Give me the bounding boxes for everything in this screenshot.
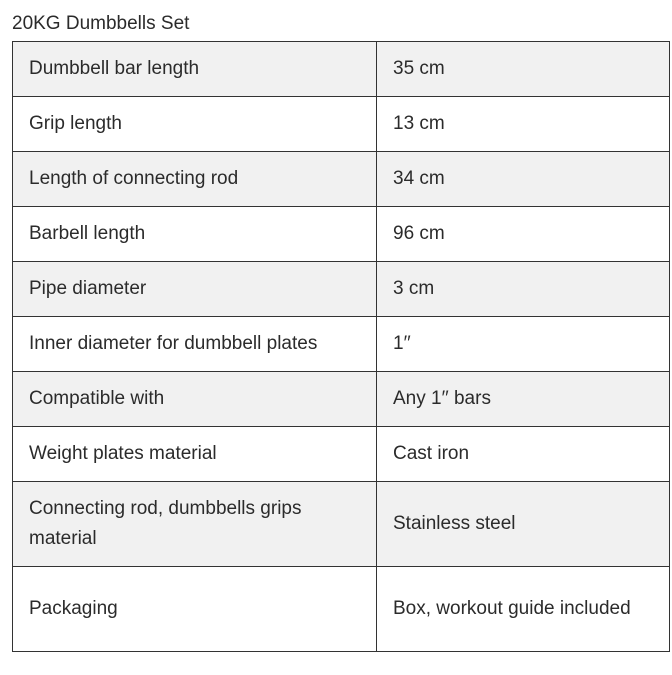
spec-label: Length of connecting rod bbox=[13, 152, 377, 207]
table-row bbox=[13, 97, 670, 152]
specifications-table bbox=[12, 41, 670, 652]
spec-label: Dumbbell bar length bbox=[13, 42, 377, 97]
spec-label: Weight plates material bbox=[13, 427, 377, 482]
spec-value: Cast iron bbox=[377, 427, 670, 482]
spec-value: 35 cm bbox=[377, 42, 670, 97]
table-row bbox=[13, 207, 670, 262]
spec-label: Barbell length bbox=[13, 207, 377, 262]
spec-value: 1′′ bbox=[377, 317, 670, 372]
table-row bbox=[13, 317, 670, 372]
spec-label: Grip length bbox=[13, 97, 377, 152]
spec-label: Connecting rod, dumbbells grips material bbox=[13, 482, 377, 567]
table-row bbox=[13, 262, 670, 317]
table-row bbox=[13, 152, 670, 207]
spec-value: Any 1′′ bars bbox=[377, 372, 670, 427]
spec-value: 34 cm bbox=[377, 152, 670, 207]
table-row bbox=[13, 427, 670, 482]
spec-value: 13 cm bbox=[377, 97, 670, 152]
table-row bbox=[13, 482, 670, 567]
table-caption: 20KG Dumbbells Set bbox=[12, 13, 190, 34]
spec-value: Box, workout guide included bbox=[377, 567, 670, 652]
spec-value: 3 cm bbox=[377, 262, 670, 317]
table-row bbox=[13, 42, 670, 97]
table-row bbox=[13, 567, 670, 652]
spec-value: Stainless steel bbox=[377, 482, 670, 567]
spec-value: 96 cm bbox=[377, 207, 670, 262]
table-row bbox=[13, 372, 670, 427]
spec-label: Compatible with bbox=[13, 372, 377, 427]
spec-label: Inner diameter for dumbbell plates bbox=[13, 317, 377, 372]
spec-label: Pipe diameter bbox=[13, 262, 377, 317]
spec-label: Packaging bbox=[13, 567, 377, 652]
